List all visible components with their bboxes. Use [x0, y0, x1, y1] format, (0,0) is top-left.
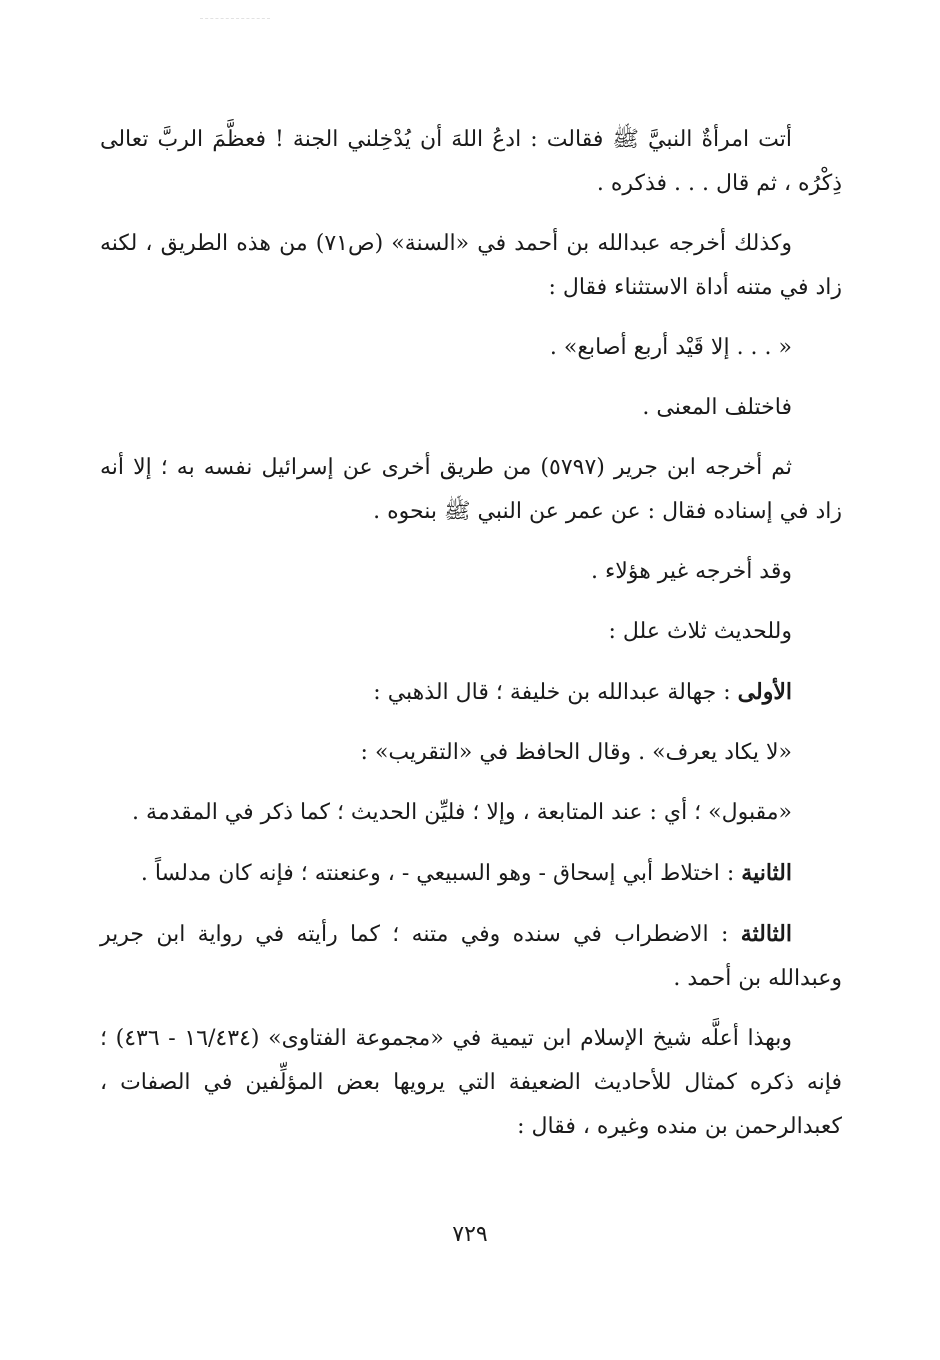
paragraph-meaning-differs: فاختلف المعنى . [642, 395, 792, 420]
quote-dhahabi: «لا يكاد يعرف» . وقال الحافظ في «التقريب» : [360, 740, 792, 765]
defect-third-label: الثالثة [740, 921, 792, 947]
paragraph-others: وقد أخرجه غير هؤلاء . [590, 559, 792, 584]
page-body [100, 118, 842, 1165]
quote-taqrib: «مقبول» ؛ أي : عند المتابعة ، وإلا ؛ فليِّن الحديث ؛ كما ذكر في المقدمة . [132, 800, 792, 825]
scan-edge-mark [200, 0, 270, 19]
paragraph-hadith-text: أتت امرأةٌ النبيَّ ﷺ فقالت : ادعُ اللهَ أن يُدْخِلني الجنة ! فعظَّمَ الربَّ تعالى ذِكْرُه ، ثم قال . . . فذكره . [100, 127, 842, 196]
paragraph-three-defects: وللحديث ثلاث علل : [608, 619, 792, 644]
defect-first-label: الأولى [737, 679, 792, 705]
defect-first-text: : جهالة عبدالله بن خليفة ؛ قال الذهبي : [373, 680, 738, 705]
page-number: ٧٢٩ [452, 1222, 488, 1247]
defect-second-text: : اختلاط أبي إسحاق - وهو السبيعي - ، وعنعنته ؛ فإنه كان مدلساً . [140, 861, 742, 886]
defect-first [100, 670, 842, 715]
paragraph-ibn-taymiyyah: وبهذا أعلَّه شيخ الإسلام ابن تيمية في «مجموعة الفتاوى» (١٦/٤٣٤ - ٤٣٦) ؛ فإنه ذكره كمثال للأحاديث الضعيفة التي يرويها بعض المؤلِّفين في الصفات ، كعبدالرحمن بن منده وغيره ، فقال : [100, 1026, 842, 1139]
paragraph-ibn-jarir: ثم أخرجه ابن جرير (٥٧٩٧) من طريق أخرى عن إسرائيل نفسه به ؛ إلا أنه زاد في إسناده فقال : عن عمر عن النبي ﷺ بنحوه . [100, 455, 842, 524]
paragraph-quote-exception: « . . . إلا قَيْد أربع أصابع» . [549, 335, 792, 360]
defect-second-label: الثانية [741, 860, 792, 886]
defect-third-text: : الاضطراب في سنده وفي متنه ؛ كما رأيته في رواية ابن جرير وعبدالله بن أحمد . [100, 922, 842, 991]
defect-second [100, 851, 842, 896]
paragraph-abdullah-sunnah: وكذلك أخرجه عبدالله بن أحمد في «السنة» (ص٧١) من هذه الطريق ، لكنه زاد في متنه أداة الاستثناء فقال : [100, 231, 842, 300]
defect-third [100, 912, 842, 1001]
